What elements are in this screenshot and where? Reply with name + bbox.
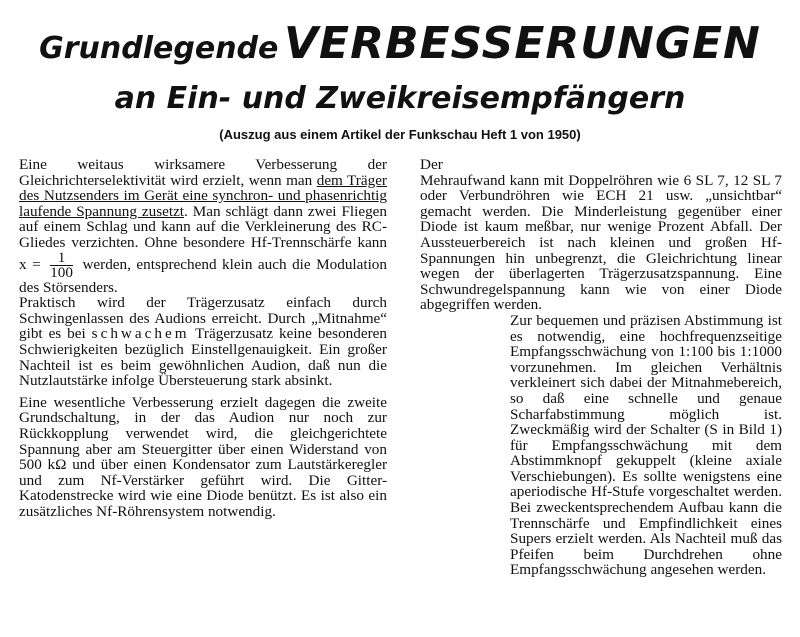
right-column	[420, 157, 782, 578]
left-p2-spaced: schwachem	[91, 325, 190, 343]
title-word-verbesserungen: VERBESSERUNGEN	[283, 18, 761, 69]
left-paragraph-3: Eine wesentliche Verbesserung erzielt dagegen die zweite Grundschaltung, in der das Audion nur noch zur Rückkopplung verwendet wird, die gleichgerichtete Spannung aber am Steuergitter über einen Widerstand von 500 kΩ und über einen Kondensator zum Lautstärkeregler und zum Nf-Verstärker geführt wird. Die Gitter-Katodenstrecke wird wie eine Diode benützt. Es ist also ein zusätzliches Nf-Röhrensystem notwendig.	[19, 393, 387, 520]
left-paragraph-2	[19, 295, 387, 389]
left-p2-text-b: Trägerzusatz keine besonderen Schwierigkeiten bezüglich Einstellgenauigkeit. Ein großer Nachteil ist es beim gewöhnlichen Audion, daß nun die Nutzlautstärke infolge Übersteuerung stark absinkt.	[19, 325, 387, 390]
title-word-grundlegende: Grundlegende	[39, 31, 279, 66]
left-p1-underlined: dem Träger des Nutzsenders im Gerät eine synchron- und phasenrichtig laufende Spannung zusetzt	[19, 171, 387, 220]
left-p2-text-a: Praktisch wird der Trägerzusatz einfach durch Schwingenlassen des Audions erreicht. Durch „Mitnahme“ gibt es bei	[19, 294, 387, 343]
left-column	[19, 157, 387, 519]
right-paragraph-2: Mehraufwand kann mit Doppelröhren wie 6 SL 7, 12 SL 7 oder Verbundröhren wie ECH 21 usw. „unsichtbar“ gemacht werden. Die Minderleistung gegenüber einer Diode ist kaum meßbar, nur wenige Prozent Abfall. Der Aussteuerbereich ist nach kleinen und großen Hf-Spannungen hin unbegrenzt, die Gleichrichtung linear wegen der überlagerten Trägerzusatzspannung. Eine Schwundregelspannung kann wie von einer Diode abgegriffen werden.	[420, 171, 782, 314]
article-title-line-1	[0, 18, 800, 69]
article-subtitle: (Auszug aus einem Artikel der Funkschau Heft 1 von 1950)	[219, 127, 581, 142]
right-paragraph-1: Der	[420, 156, 443, 173]
fraction-denominator: 100	[50, 263, 73, 281]
right-paragraph-3: Zur bequemen und präzisen Abstimmung ist es notwendig, eine hochfrequenzseitige Empfangsschwächung von 1:100 bis 1:1000 vorzunehmen. Im gleichen Verhältnis verkleinert sich dabei der Mitnahmebereich, so daß eine schnelle und genaue Scharfabstimmung möglich ist. Zweckmäßig wird der Schalter (S in Bild 1) für Empfangsschwächung mit dem Abstimmknopf gekuppelt (kleine axiale Verschiebungen). Es sollte wenigstens eine aperiodische Hf-Stufe vorgeschaltet werden. Bei zweckentsprechendem Aufbau kann die Trennschärfe und Empfindlichkeit eines Supers erzielt werden. Als Nachteil muß das Pfeifen beim Durchdrehen ohne Empfangsschwächung angesehen werden.	[510, 311, 782, 579]
left-p1-text-b: . Man schlägt dann zwei Fliegen auf einem Schlag und kann auf die Verkleinerung des RC-Gliedes verzichten. Ohne besondere Hf-Trennschärfe kann x =	[19, 202, 387, 273]
left-paragraph-1	[19, 157, 387, 295]
left-p1-text-c: werden, entsprechend klein auch die Modulation des Störsenders.	[19, 255, 387, 296]
fraction	[50, 248, 73, 281]
article-title-line-2: an Ein- und Zweikreisempfängern	[114, 81, 686, 116]
fraction-numerator: 1	[57, 248, 66, 266]
left-p1-text-a: Eine weitaus wirksamere Verbesserung der Gleichrichterselektivität wird erzielt, wenn man	[19, 156, 387, 189]
